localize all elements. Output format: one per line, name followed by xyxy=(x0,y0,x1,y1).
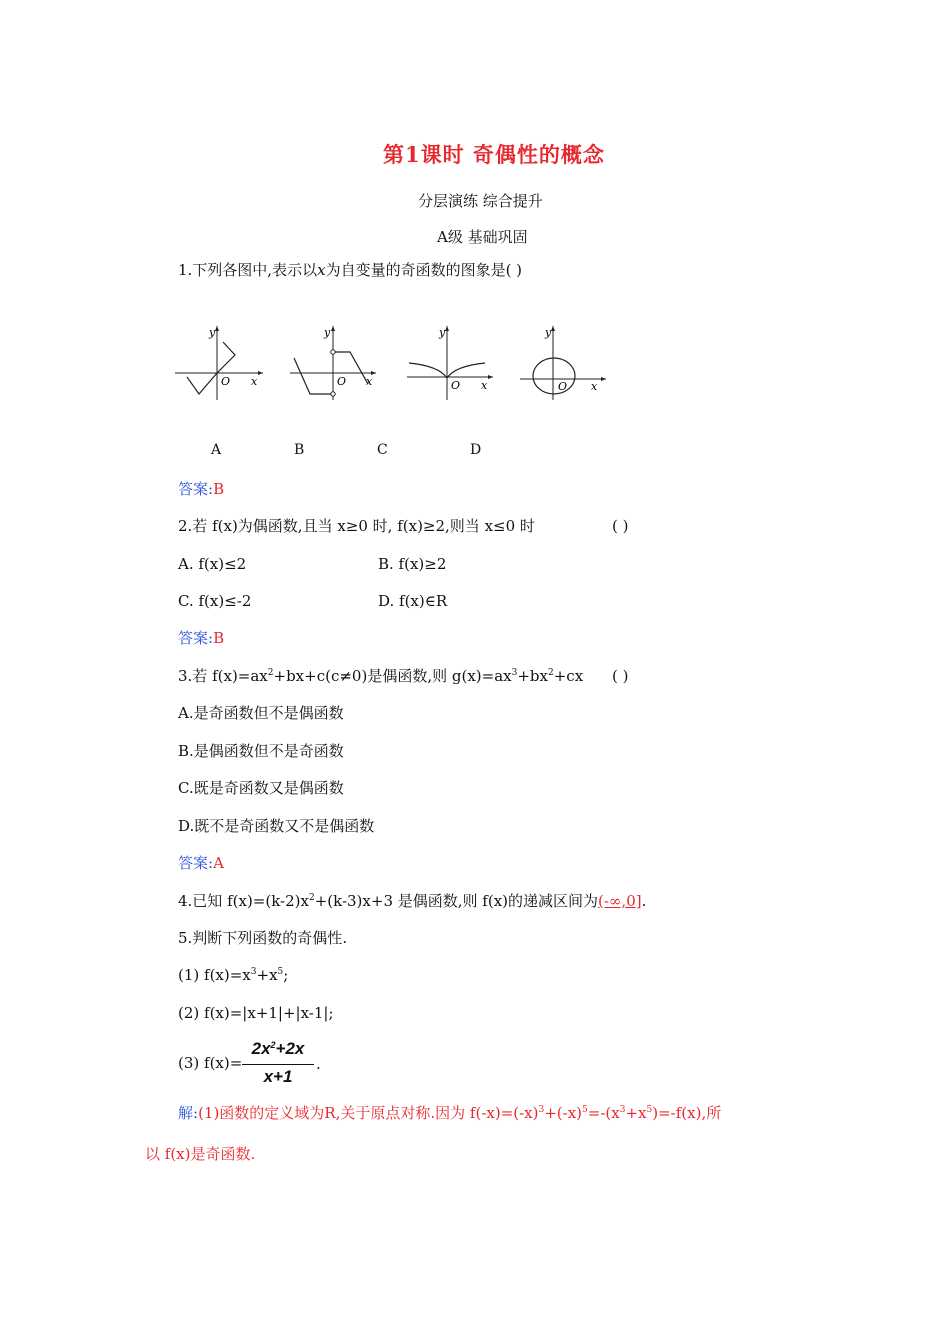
answer-value: B xyxy=(213,629,225,647)
section-subtitle: 分层演练 综合提升 xyxy=(418,192,543,210)
question-4-stem xyxy=(178,891,646,911)
sol-part: +(-x) xyxy=(544,1104,583,1122)
graph-d xyxy=(518,322,608,402)
q5-fraction-denominator: x+1 xyxy=(263,1067,293,1086)
page-title: 第1课时 奇偶性的概念 xyxy=(383,142,605,167)
sol-part: =-(x xyxy=(587,1104,620,1122)
q5-sup: 3 xyxy=(250,967,257,977)
graph-b xyxy=(288,322,378,402)
graph-b-origin: O xyxy=(337,375,347,388)
q3-option-b: B.是偶函数但不是奇函数 xyxy=(178,742,344,760)
q2-option-b: B. f(x)≥2 xyxy=(378,555,447,573)
answer-value: A xyxy=(213,854,224,872)
fraction-bar xyxy=(242,1064,314,1065)
q4-answer: (-∞,0] xyxy=(598,892,642,910)
q2-option-a: A. f(x)≤2 xyxy=(178,555,247,573)
question-3-stem xyxy=(178,666,583,686)
q5-fraction-numerator xyxy=(240,1039,316,1059)
question-2-stem: 2.若 f(x)为偶函数,且当 x≥0 时, f(x)≥2,则当 x≤0 时 xyxy=(178,517,535,535)
question-1-stem xyxy=(178,260,522,280)
solution-line-2: 以 f(x)是奇函数. xyxy=(145,1145,256,1163)
q5-part-3-end: . xyxy=(316,1055,321,1073)
solution-line-1 xyxy=(178,1103,721,1123)
q3-part: +bx xyxy=(517,667,548,685)
q1-answer xyxy=(178,479,224,499)
solution-label: 解: xyxy=(178,1104,199,1122)
q3-option-c: C.既是奇函数又是偶函数 xyxy=(178,779,344,797)
q3-answer xyxy=(178,853,224,873)
graph-c-y: y xyxy=(439,326,446,339)
graph-d-origin: O xyxy=(558,380,568,393)
q5-part-3-label: (3) f(x)= xyxy=(178,1054,243,1072)
graph-a-origin: O xyxy=(221,375,231,388)
q5-sup: 5 xyxy=(277,967,284,977)
question-5-stem: 5.判断下列函数的奇偶性. xyxy=(178,929,348,947)
sol-sup: 3 xyxy=(619,1105,626,1115)
q3-part: 3.若 f(x)=ax xyxy=(178,667,268,685)
q1-stem-part: 为自变量的奇函数的图象是( ) xyxy=(325,261,523,279)
graph-b-y: y xyxy=(324,326,331,339)
q3-sup: 2 xyxy=(267,668,274,678)
q3-option-a: A.是奇函数但不是偶函数 xyxy=(178,704,344,722)
sol-sup: 3 xyxy=(538,1105,545,1115)
q2-option-d: D. f(x)∈R xyxy=(378,592,448,610)
answer-label: 答案: xyxy=(178,629,214,647)
q3-sup: 2 xyxy=(547,668,554,678)
q1-var: x xyxy=(317,261,326,279)
sol-part: (1)函数的定义域为R,关于原点对称.因为 f(-x)=(-x) xyxy=(198,1104,539,1122)
graph-a xyxy=(175,322,265,402)
q5-part-1 xyxy=(178,965,288,985)
num-part: +2x xyxy=(275,1039,305,1058)
graph-c-x: x xyxy=(481,379,488,392)
graph-label-c: C xyxy=(377,442,388,458)
graph-label-a: A xyxy=(211,442,222,458)
q1-stem-part: 1.下列各图中,表示以 xyxy=(178,261,318,279)
level-heading: A级 基础巩固 xyxy=(437,228,528,246)
graph-c xyxy=(405,322,495,402)
q5-part-2: (2) f(x)=|x+1|+|x-1|; xyxy=(178,1004,334,1022)
graph-label-d: D xyxy=(470,442,482,458)
sol-part: )=-f(x),所 xyxy=(652,1104,722,1122)
q4-part: 4.已知 f(x)=(k-2)x xyxy=(178,892,309,910)
sol-sup: 5 xyxy=(582,1105,588,1115)
q4-end: . xyxy=(641,892,647,910)
q3-part: +cx xyxy=(553,667,584,685)
sol-sup: 5 xyxy=(646,1105,653,1115)
q2-option-c: C. f(x)≤-2 xyxy=(178,592,252,610)
q2-answer xyxy=(178,628,224,648)
graph-a-x: x xyxy=(251,375,258,388)
graph-d-x: x xyxy=(591,380,598,393)
q3-part: +bx+c(c≠0)是偶函数,则 g(x)=ax xyxy=(273,667,512,685)
q5-p1: ; xyxy=(283,966,289,984)
q4-sup: 2 xyxy=(308,893,315,903)
graph-c-origin: O xyxy=(451,379,461,392)
num-part: 2x xyxy=(251,1039,271,1058)
q5-p1: (1) f(x)=x xyxy=(178,966,251,984)
num-sup: 2 xyxy=(270,1040,276,1050)
graph-b-x: x xyxy=(366,375,373,388)
answer-value: B xyxy=(213,480,225,498)
question-2-paren: ( ) xyxy=(612,517,629,535)
q3-sup: 3 xyxy=(511,668,518,678)
graph-a-y: y xyxy=(209,326,216,339)
answer-label: 答案: xyxy=(178,480,214,498)
graph-d-y: y xyxy=(545,326,552,339)
sol-part: +x xyxy=(625,1104,647,1122)
q4-part: +(k-3)x+3 是偶函数,则 f(x)的递减区间为 xyxy=(314,892,599,910)
q3-option-d: D.既不是奇函数又不是偶函数 xyxy=(178,817,375,835)
q5-p1: +x xyxy=(256,966,278,984)
answer-label: 答案: xyxy=(178,854,214,872)
graph-label-b: B xyxy=(294,442,305,458)
question-3-paren: ( ) xyxy=(612,667,629,685)
